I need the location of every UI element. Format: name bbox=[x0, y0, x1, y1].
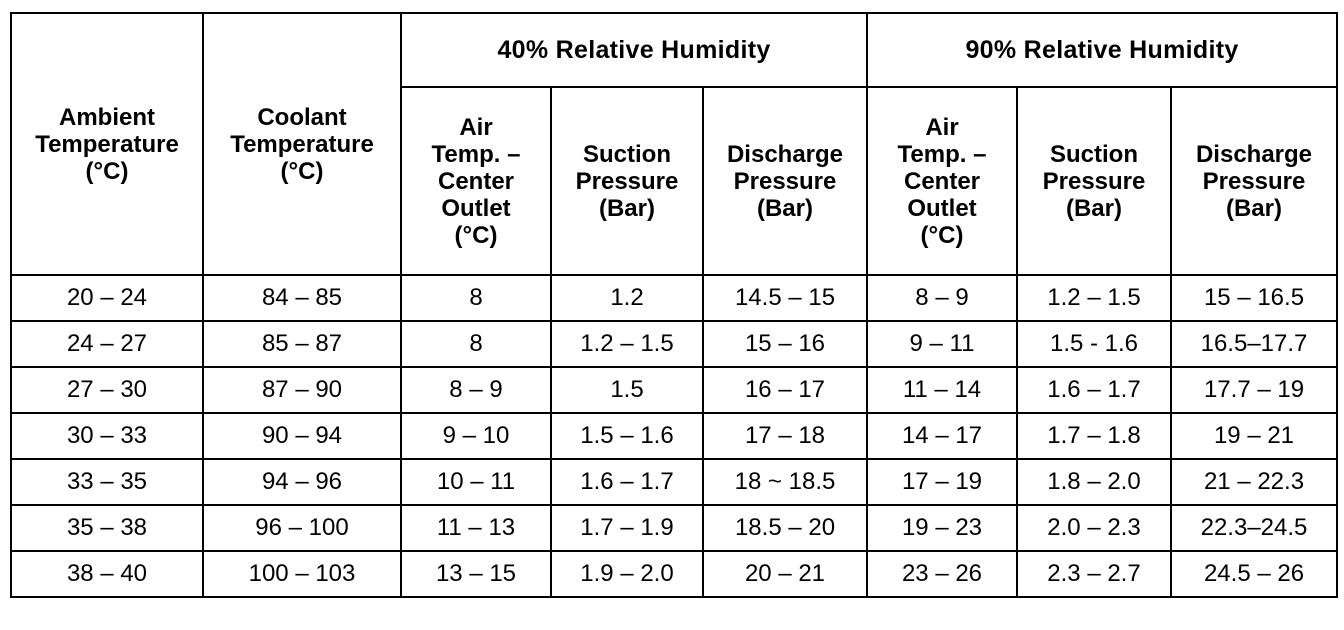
cell-90-air-temp: 17 – 19 bbox=[867, 459, 1017, 505]
cell-coolant: 96 – 100 bbox=[203, 505, 401, 551]
cell-40-discharge: 18.5 – 20 bbox=[703, 505, 867, 551]
cell-coolant: 87 – 90 bbox=[203, 367, 401, 413]
header-40-air-temp: Air Temp. – Center Outlet (°C) bbox=[401, 87, 551, 275]
cell-90-suction: 1.6 – 1.7 bbox=[1017, 367, 1171, 413]
cell-90-discharge: 15 – 16.5 bbox=[1171, 275, 1337, 321]
cell-40-discharge: 20 – 21 bbox=[703, 551, 867, 597]
cell-90-discharge: 21 – 22.3 bbox=[1171, 459, 1337, 505]
cell-90-air-temp: 9 – 11 bbox=[867, 321, 1017, 367]
table-row bbox=[11, 413, 1337, 459]
cell-40-suction: 1.6 – 1.7 bbox=[551, 459, 703, 505]
cell-90-discharge: 17.7 – 19 bbox=[1171, 367, 1337, 413]
cell-40-air-temp: 8 bbox=[401, 275, 551, 321]
cell-40-discharge: 16 – 17 bbox=[703, 367, 867, 413]
cell-40-discharge: 17 – 18 bbox=[703, 413, 867, 459]
performance-table bbox=[10, 12, 1338, 598]
cell-ambient: 24 – 27 bbox=[11, 321, 203, 367]
cell-40-suction: 1.2 bbox=[551, 275, 703, 321]
cell-coolant: 85 – 87 bbox=[203, 321, 401, 367]
cell-90-suction: 1.7 – 1.8 bbox=[1017, 413, 1171, 459]
cell-40-air-temp: 13 – 15 bbox=[401, 551, 551, 597]
cell-90-air-temp: 19 – 23 bbox=[867, 505, 1017, 551]
table-row bbox=[11, 321, 1337, 367]
table-row bbox=[11, 551, 1337, 597]
cell-40-discharge: 14.5 – 15 bbox=[703, 275, 867, 321]
header-90-suction-pressure: Suction Pressure (Bar) bbox=[1017, 87, 1171, 275]
cell-ambient: 33 – 35 bbox=[11, 459, 203, 505]
cell-40-air-temp: 9 – 10 bbox=[401, 413, 551, 459]
cell-ambient: 30 – 33 bbox=[11, 413, 203, 459]
cell-40-discharge: 15 – 16 bbox=[703, 321, 867, 367]
cell-90-air-temp: 8 – 9 bbox=[867, 275, 1017, 321]
cell-90-suction: 1.8 – 2.0 bbox=[1017, 459, 1171, 505]
header-group-40-rh: 40% Relative Humidity bbox=[401, 13, 867, 87]
cell-ambient: 35 – 38 bbox=[11, 505, 203, 551]
header-40-discharge-pressure: Discharge Pressure (Bar) bbox=[703, 87, 867, 275]
header-90-discharge-pressure: Discharge Pressure (Bar) bbox=[1171, 87, 1337, 275]
cell-40-air-temp: 11 – 13 bbox=[401, 505, 551, 551]
cell-90-discharge: 19 – 21 bbox=[1171, 413, 1337, 459]
cell-40-suction: 1.2 – 1.5 bbox=[551, 321, 703, 367]
cell-40-air-temp: 10 – 11 bbox=[401, 459, 551, 505]
header-ambient-temperature: Ambient Temperature (°C) bbox=[11, 13, 203, 275]
table-row bbox=[11, 459, 1337, 505]
header-coolant-temperature: Coolant Temperature (°C) bbox=[203, 13, 401, 275]
cell-90-discharge: 22.3–24.5 bbox=[1171, 505, 1337, 551]
cell-coolant: 94 – 96 bbox=[203, 459, 401, 505]
cell-40-air-temp: 8 bbox=[401, 321, 551, 367]
cell-ambient: 20 – 24 bbox=[11, 275, 203, 321]
cell-ambient: 38 – 40 bbox=[11, 551, 203, 597]
cell-ambient: 27 – 30 bbox=[11, 367, 203, 413]
cell-40-discharge: 18 ~ 18.5 bbox=[703, 459, 867, 505]
cell-90-discharge: 24.5 – 26 bbox=[1171, 551, 1337, 597]
cell-90-discharge: 16.5–17.7 bbox=[1171, 321, 1337, 367]
header-90-air-temp: Air Temp. – Center Outlet (°C) bbox=[867, 87, 1017, 275]
cell-90-air-temp: 23 – 26 bbox=[867, 551, 1017, 597]
cell-90-suction: 1.5 - 1.6 bbox=[1017, 321, 1171, 367]
table-row bbox=[11, 505, 1337, 551]
cell-90-air-temp: 11 – 14 bbox=[867, 367, 1017, 413]
cell-90-air-temp: 14 – 17 bbox=[867, 413, 1017, 459]
cell-40-suction: 1.5 – 1.6 bbox=[551, 413, 703, 459]
table-row bbox=[11, 367, 1337, 413]
header-group-90-rh: 90% Relative Humidity bbox=[867, 13, 1337, 87]
cell-coolant: 100 – 103 bbox=[203, 551, 401, 597]
cell-40-suction: 1.9 – 2.0 bbox=[551, 551, 703, 597]
header-40-suction-pressure: Suction Pressure (Bar) bbox=[551, 87, 703, 275]
table-row bbox=[11, 275, 1337, 321]
cell-40-air-temp: 8 – 9 bbox=[401, 367, 551, 413]
cell-coolant: 90 – 94 bbox=[203, 413, 401, 459]
cell-40-suction: 1.7 – 1.9 bbox=[551, 505, 703, 551]
cell-90-suction: 1.2 – 1.5 bbox=[1017, 275, 1171, 321]
cell-90-suction: 2.0 – 2.3 bbox=[1017, 505, 1171, 551]
cell-90-suction: 2.3 – 2.7 bbox=[1017, 551, 1171, 597]
cell-40-suction: 1.5 bbox=[551, 367, 703, 413]
cell-coolant: 84 – 85 bbox=[203, 275, 401, 321]
